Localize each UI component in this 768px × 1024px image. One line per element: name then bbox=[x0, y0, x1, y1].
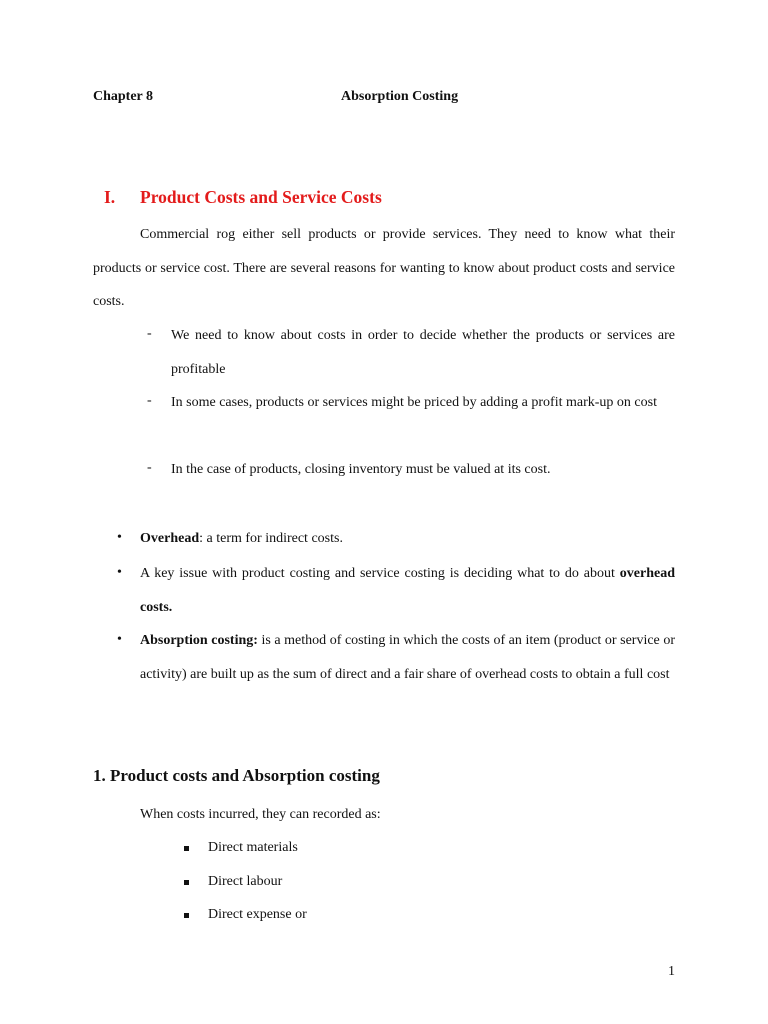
dash-marker: - bbox=[147, 326, 152, 341]
section-intro-text: Commercial rog either sell products or provide services. They need to know what their products or service cost. There are several reasons for wanting to know about product costs and service costs. bbox=[93, 227, 675, 309]
dash-marker: - bbox=[147, 393, 152, 408]
list-item: Direct expense or bbox=[208, 907, 307, 922]
term-overhead-costs: overhead costs. bbox=[140, 566, 675, 615]
key-issue-text: A key issue with product costing and service costing is deciding what to do about bbox=[140, 566, 615, 581]
page-number: 1 bbox=[668, 964, 675, 979]
reason-item: In the case of products, closing inventory must be valued at its cost. bbox=[171, 462, 551, 477]
subsection-intro: When costs incurred, they can recorded as: bbox=[140, 807, 381, 822]
reason-item: In some cases, products or services might be priced by adding a profit mark-up on cost bbox=[171, 395, 657, 410]
square-bullet-icon bbox=[184, 880, 189, 885]
chapter-label: Chapter 8 bbox=[93, 89, 154, 104]
section-title: Product Costs and Service Costs bbox=[140, 187, 382, 207]
square-bullet-icon bbox=[184, 846, 189, 851]
section-intro-paragraph bbox=[93, 218, 675, 319]
subsection-heading: 1. Product costs and Absorption costing bbox=[93, 766, 380, 785]
bullet-item-absorption bbox=[140, 624, 675, 691]
definition-absorption-costing: is a method of costing in which the costs of an item (product or service or activity) are built up as the sum of direct and a fair share of overhead costs to obtain a full cost bbox=[140, 633, 675, 682]
square-bullet-icon bbox=[184, 913, 189, 918]
bullet-marker: • bbox=[117, 565, 122, 580]
dash-marker: - bbox=[147, 460, 152, 475]
term-absorption-costing: Absorption costing: bbox=[140, 633, 258, 648]
reason-item: We need to know about costs in order to decide whether the products or services are profitable bbox=[171, 328, 675, 377]
bullet-item-overhead bbox=[140, 522, 675, 556]
section-number: I. bbox=[104, 187, 116, 207]
list-item: Direct materials bbox=[208, 840, 298, 855]
definition-overhead: : a term for indirect costs. bbox=[199, 531, 343, 546]
bullet-marker: • bbox=[117, 632, 122, 647]
bullet-item-key-issue bbox=[140, 557, 675, 624]
bullet-marker: • bbox=[117, 530, 122, 545]
term-overhead: Overhead bbox=[140, 531, 200, 546]
chapter-title: Absorption Costing bbox=[341, 89, 459, 104]
list-item: Direct labour bbox=[208, 874, 283, 889]
